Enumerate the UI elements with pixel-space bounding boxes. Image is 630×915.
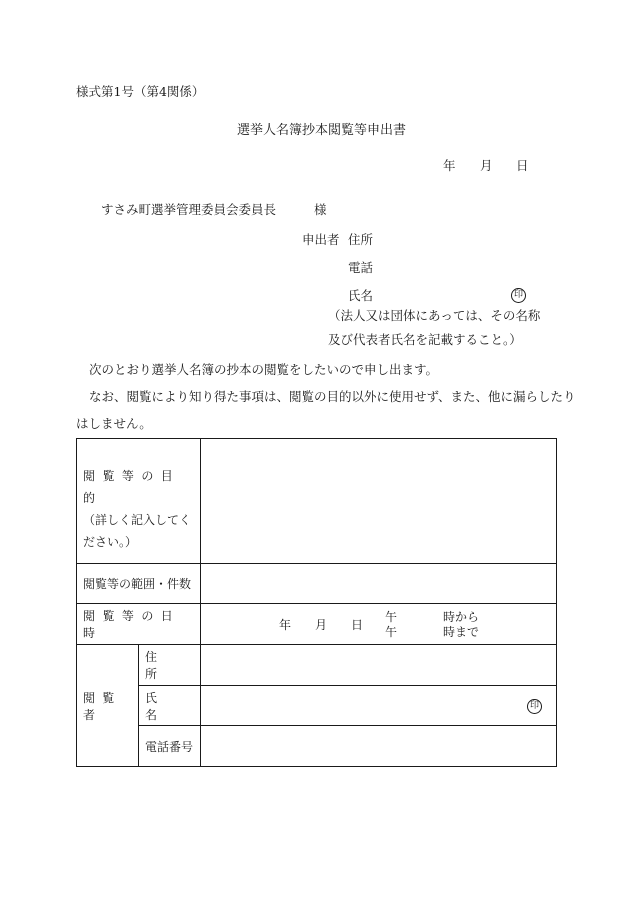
purpose-row bbox=[77, 439, 557, 564]
scope-row bbox=[77, 564, 557, 604]
applicant-name-label: 氏名 bbox=[348, 288, 374, 303]
date-month: 月 bbox=[480, 158, 493, 173]
datetime-to: 時まで bbox=[443, 625, 480, 639]
purpose-label: 閲覧等の目的 bbox=[83, 469, 181, 505]
form-number: 様式第1号（第4関係） bbox=[76, 84, 205, 99]
applicant-address-label: 住所 bbox=[348, 232, 374, 247]
paragraph-pledge-line1: なお、閲覧により知り得た事項は、閲覧の目的以外に使用せず、また、他に漏らしたり bbox=[89, 389, 576, 404]
document-title: 選挙人名簿抄本閲覧等申出書 bbox=[237, 123, 407, 138]
purpose-input[interactable] bbox=[201, 439, 557, 564]
datetime-row bbox=[77, 604, 557, 645]
addressee-honorific: 様 bbox=[314, 202, 327, 217]
applicant-note-line1: （法人又は団体にあっては、その名称 bbox=[328, 308, 541, 323]
scope-label: 閲覧等の範囲・件数 bbox=[77, 564, 201, 604]
applicant-note-line2: 及び代表者氏名を記載すること。） bbox=[328, 332, 522, 347]
date-year: 年 bbox=[443, 158, 456, 173]
viewer-seal-icon: 印 bbox=[527, 699, 542, 714]
viewer-name-input[interactable] bbox=[201, 686, 557, 726]
viewer-phone-input[interactable] bbox=[201, 726, 557, 767]
viewer-phone-label: 電話番号 bbox=[139, 726, 201, 767]
viewer-name-row bbox=[77, 686, 557, 726]
application-table bbox=[76, 438, 557, 767]
viewer-address-label: 住所 bbox=[139, 645, 201, 686]
purpose-label-cell bbox=[77, 439, 201, 564]
datetime-from: 時から bbox=[443, 610, 480, 624]
viewer-phone-row bbox=[77, 726, 557, 767]
datetime-input[interactable] bbox=[201, 604, 557, 645]
viewer-name-label: 氏名 bbox=[139, 686, 201, 726]
viewer-address-row bbox=[77, 645, 557, 686]
datetime-year: 年 bbox=[279, 618, 292, 632]
applicant-phone-label: 電話 bbox=[348, 260, 374, 275]
scope-input[interactable] bbox=[201, 564, 557, 604]
purpose-note: （詳しく記入してください。） bbox=[83, 513, 192, 549]
date-day: 日 bbox=[516, 158, 529, 173]
paragraph-request: 次のとおり選挙人名簿の抄本の閲覧をしたいので申し出ます。 bbox=[89, 362, 439, 377]
datetime-label: 閲覧等の日時 bbox=[77, 604, 201, 645]
datetime-month: 月 bbox=[315, 618, 328, 632]
viewer-label: 閲覧者 bbox=[77, 645, 139, 767]
viewer-address-input[interactable] bbox=[201, 645, 557, 686]
addressee: すさみ町選挙管理委員会委員長 bbox=[101, 202, 277, 217]
applicant-label: 申出者 bbox=[302, 232, 340, 247]
datetime-ampm-bottom: 午 bbox=[385, 625, 398, 639]
datetime-day: 日 bbox=[351, 618, 364, 632]
datetime-ampm-top: 午 bbox=[385, 610, 398, 624]
paragraph-pledge-line2: はしません。 bbox=[76, 416, 152, 431]
applicant-seal-icon: 印 bbox=[511, 288, 526, 303]
